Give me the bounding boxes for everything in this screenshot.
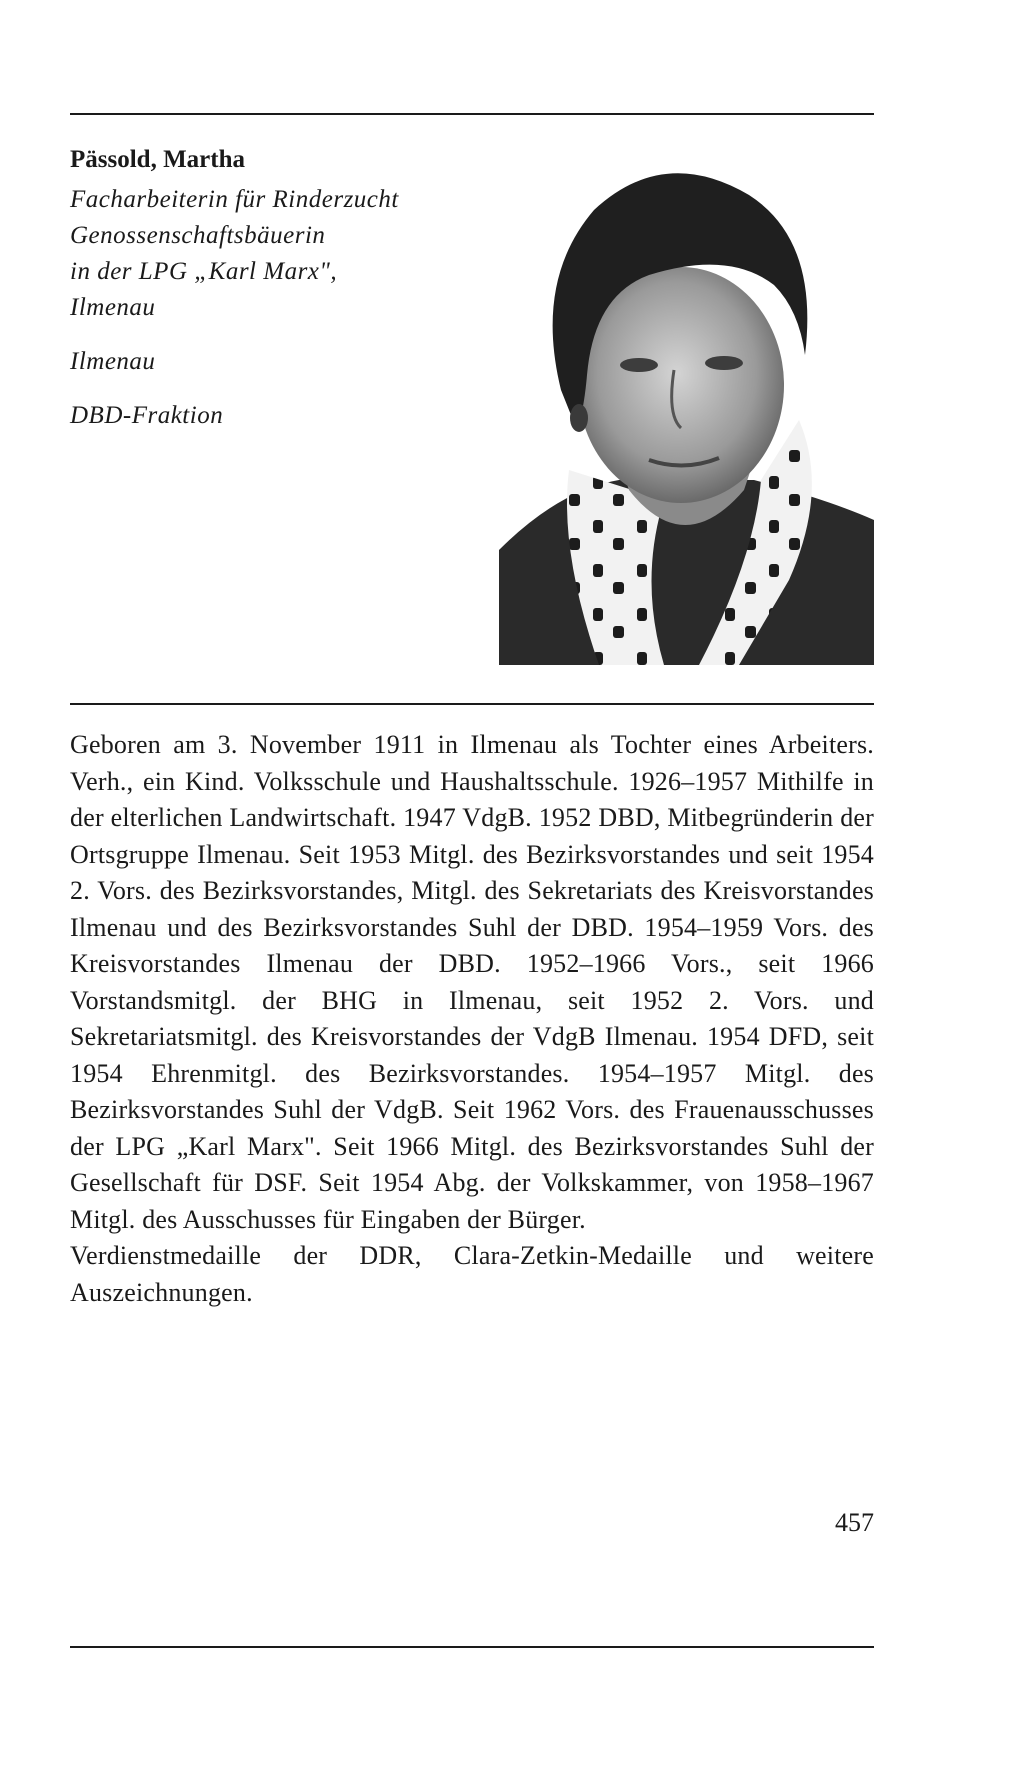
person-name: Pässold, Martha	[70, 146, 245, 173]
occupation: Facharbeiterin für Rinderzucht	[70, 186, 399, 213]
entry-header	[70, 142, 490, 434]
top-rule	[70, 113, 874, 115]
middle-rule	[70, 703, 874, 705]
portrait-photo	[499, 160, 874, 665]
position-line: in der LPG „Karl Marx",	[70, 258, 338, 285]
biography-paragraph: Geboren am 3. November 1911 in Ilmenau als Tochter eines Arbeiters. Verh., ein Kind. Volksschule und Haushaltsschule. 1926–1957 Mithilfe in der elterlichen Landwirtschaft. 1947 VdgB. 1952 DBD, Mitbegründerin der Ortsgruppe Ilmenau. Seit 1953 Mitgl. des Bezirksvorstandes und seit 1954 2. Vors. des Bezirksvorstandes, Mitgl. des Sekretariats des Kreisvorstandes Ilmenau und des Bezirksvorstandes Suhl der DBD. 1954–1959 Vors. des Kreisvorstandes Ilmenau der DBD. 1952–1966 Vors., seit 1966 Vorstandsmitgl. der BHG in Ilmenau, seit 1952 2. Vors. und Sekretariatsmitgl. des Kreisvorstandes der VdgB Ilmenau. 1954 DFD, seit 1954 Ehrenmitgl. des Bezirksvorstandes. 1954–1957 Mitgl. des Bezirksvorstandes Suhl der VdgB. Seit 1962 Vors. des Frauenausschusses der LPG „Karl Marx". Seit 1966 Mitgl. des Bezirksvorstandes Suhl der Gesellschaft für DSF. Seit 1954 Abg. der Volkskammer, von 1958–1967 Mitgl. des Ausschusses für Eingaben der Bürger.	[70, 730, 874, 1234]
faction: DBD-Fraktion	[70, 402, 224, 429]
biography	[70, 727, 874, 1311]
position-line: Ilmenau	[70, 294, 156, 321]
page-number: 457	[835, 1508, 874, 1537]
awards-paragraph: Verdienstmedaille der DDR, Clara-Zetkin-Medaille und weitere Auszeichnungen.	[70, 1241, 874, 1307]
constituency: Ilmenau	[70, 348, 156, 375]
bottom-rule	[70, 1646, 874, 1648]
position-line: Genossenschaftsbäuerin	[70, 222, 326, 249]
